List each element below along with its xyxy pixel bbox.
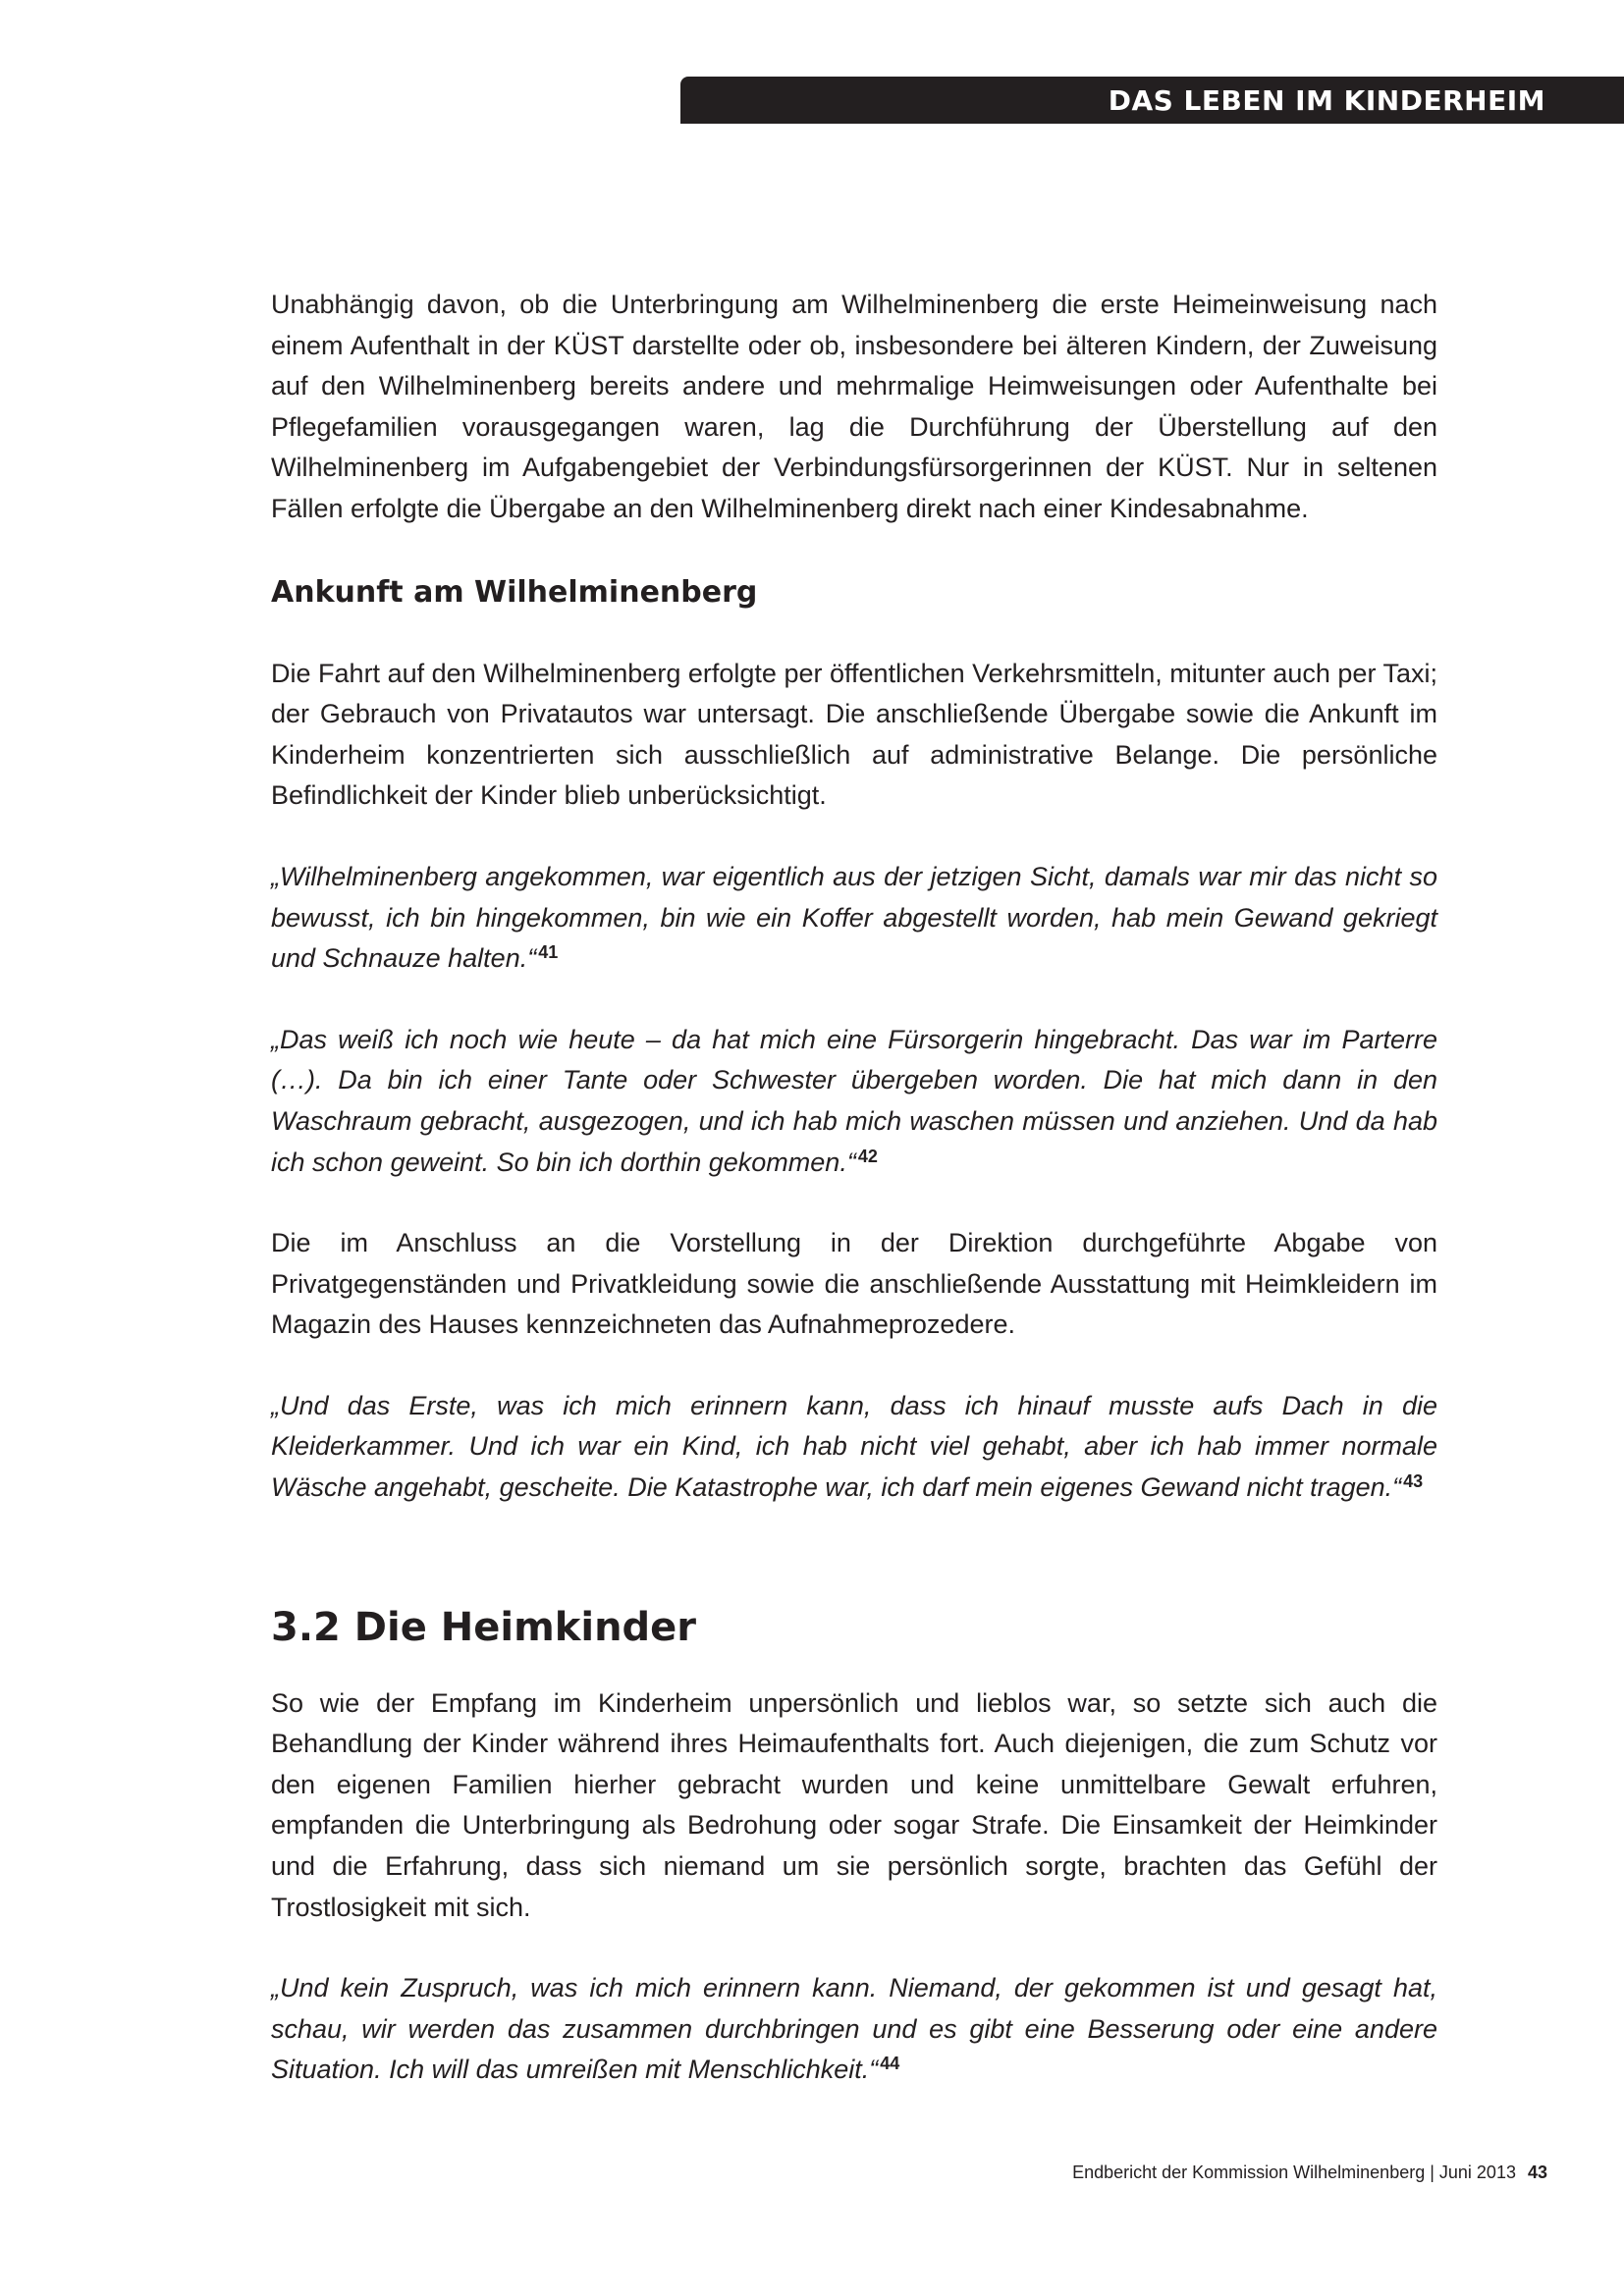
subheading-ankunft: Ankunft am Wilhelminenberg	[271, 574, 758, 610]
body-paragraph-3: Die im Anschluss an die Vorstellung in der Direktion durchgeführte Abgabe von Privatgegenständen und Privatkleidung sowie die anschließende Ausstattung mit Heimkleidern im Magazin des Hauses kennzeichneten das Aufnahmeprozedere.	[271, 1228, 1437, 1340]
quote-2-text: „Das weiß ich noch wie heute – da hat mich eine Fürsorgerin hingebracht. Das war im Parterre (…). Da bin ich einer Tante oder Schwester übergeben worden. Die hat mich dann in den Waschraum gebracht, ausgezogen, und ich hab mich waschen müssen und anziehen. Und da hab ich schon geweint. So bin ich dorthin gekommen.“	[271, 1024, 1437, 1177]
quote-1-text: „Wilhelminenberg angekommen, war eigentlich aus der jetzigen Sicht, damals war mir das nicht so bewusst, ich bin hingekommen, bin wie ein Koffer abgestellt worden, hab mein Gewand gekriegt und Schnauze halten.“	[271, 861, 1437, 974]
page-number: 43	[1527, 2163, 1547, 2182]
quote-3	[271, 1386, 1437, 1509]
quote-3-text: „Und das Erste, was ich mich erinnern kann, dass ich hinauf musste aufs Dach in die Kleiderkammer. Und ich war ein Kind, ich hab nicht viel gehabt, aber ich hab immer normale Wäsche angehabt, gescheite. Die Katastrophe war, ich darf mein eigenes Gewand nicht tragen.“	[271, 1390, 1437, 1503]
quote-4	[271, 1968, 1437, 2091]
body-paragraph-1: Unabhängig davon, ob die Unterbringung am Wilhelminenberg die erste Heimeinweisung nach einem Aufenthalt in der KÜST darstellte oder ob, insbesondere bei älteren Kindern, der Zuweisung auf den Wilhelminenberg bereits andere und mehrmalige Heimweisungen oder Aufenthalte bei Pflegefamilien vorausgegangen waren, lag die Durchführung der Überstellung auf den Wilhelminenberg im Aufgabengebiet der Verbindungsfürsorgerinnen der KÜST. Nur in seltenen Fällen erfolgte die Übergabe an den Wilhelminenberg direkt nach einer Kindesabnahme.	[271, 290, 1437, 523]
section-heading-3-2: 3.2 Die Heimkinder	[271, 1604, 697, 1650]
footer-report-title: Endbericht der Kommission Wilhelminenberg | Juni 2013	[1072, 2163, 1516, 2182]
body-paragraph-4: So wie der Empfang im Kinderheim unpersönlich und lieblos war, so setzte sich auch die Behandlung der Kinder während ihres Heimaufenthalts fort. Auch diejenigen, die zum Schutz vor den eigenen Familien hierher gebracht wurden und keine unmittelbare Gewalt erfuhren, empfanden die Unterbringung als Bedrohung oder sogar Strafe. Die Einsamkeit der Heimkinder und die Erfahrung, dass sich niemand um sie persönlich sorgte, brachten das Gefühl der Trostlosigkeit mit sich.	[271, 1687, 1437, 1922]
body-paragraph-2: Die Fahrt auf den Wilhelminenberg erfolgte per öffentlichen Verkehrsmitteln, mitunter auch per Taxi; der Gebrauch von Privatautos war untersagt. Die anschließende Übergabe sowie die Ankunft im Kinderheim konzentrierten sich ausschließlich auf administrative Belange. Die persönliche Befindlichkeit der Kinder blieb unberücksichtigt.	[271, 658, 1437, 811]
footnote-ref-43: 43	[1403, 1471, 1424, 1492]
footnote-ref-44: 44	[880, 2054, 900, 2074]
quote-4-text: „Und kein Zuspruch, was ich mich erinnern kann. Niemand, der gekommen ist und gesagt hat, schau, wir werden das zusammen durchbringen und es gibt eine Besserung oder eine andere Situation. Ich will das umreißen mit Menschlichkeit.“	[271, 1973, 1437, 2085]
quote-2	[271, 1020, 1437, 1183]
footnote-ref-42: 42	[857, 1146, 878, 1166]
quote-1	[271, 857, 1437, 980]
footnote-ref-41: 41	[538, 942, 559, 963]
page-content	[271, 285, 1437, 2091]
section-header-title: DAS LEBEN IM KINDERHEIM	[1108, 83, 1545, 117]
page-footer	[1072, 2161, 1547, 2184]
section-header-bar	[680, 77, 1624, 124]
